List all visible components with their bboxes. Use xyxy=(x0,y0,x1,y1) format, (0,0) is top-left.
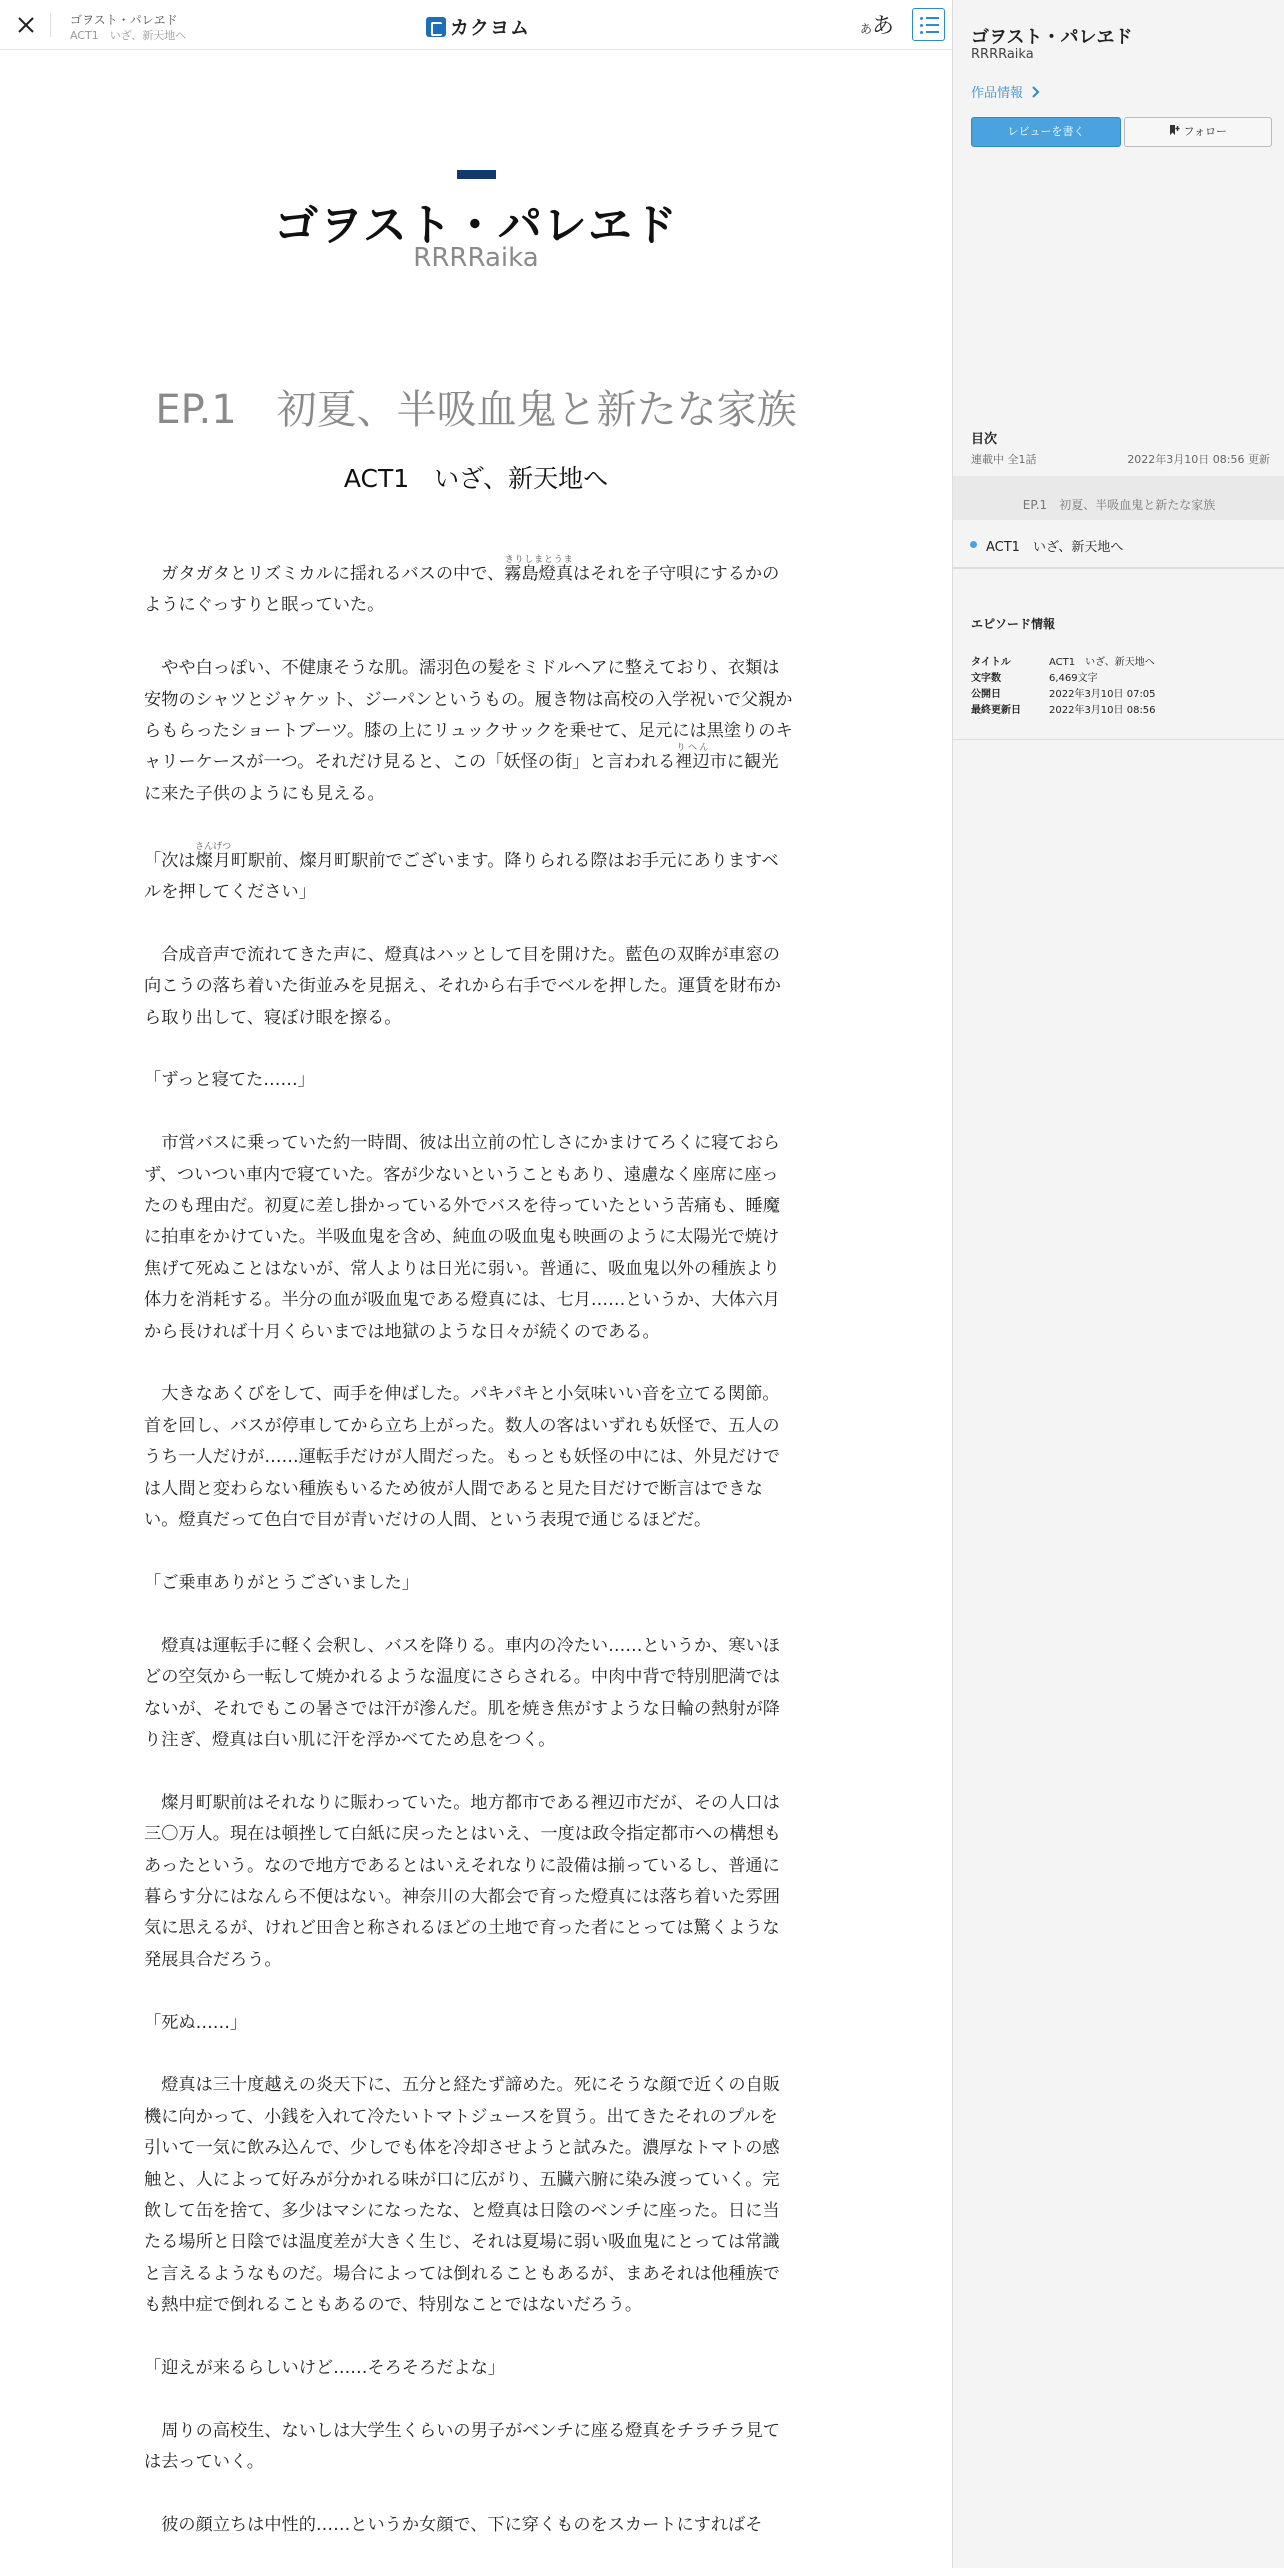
episode-info-row: 公開日 2022年3月10日 07:05 xyxy=(971,688,1156,700)
brand-name: カクヨム xyxy=(450,17,531,39)
font-size-small-glyph: あ xyxy=(860,22,873,36)
paragraph: ガタガタとリズミカルに揺れるバスの中で、霧島燈真きりしまとうまはそれを子守唄にするかのようにぐっすりと眠っていた。 xyxy=(144,555,780,616)
paragraph: 燈真は運転手に軽く会釈し、バスを降りる。車内の冷たい……というか、寒いほどの空気から一転して焼かれるような温度にさらされる。中肉中背で特別肥満ではないが、それでもこの暑さでは汗が滲んだ。肌を焼き焦がすような日輪の熱射が降り注ぎ、燈真は白い肌に汗を浮かべてため息をつく。 xyxy=(144,1635,780,1750)
reader-main xyxy=(0,51,952,2568)
ruby-annotation: 燦月さんげつ xyxy=(195,841,232,871)
toc-heading: 目次 xyxy=(971,432,998,447)
paragraph: 「ずっと寝てた……」 xyxy=(144,1070,315,1091)
work-title: ゴヲスト・パレヱド xyxy=(274,200,678,251)
divider xyxy=(953,568,1284,569)
episode-body xyxy=(144,555,794,2541)
write-review-button[interactable]: レビューを書く xyxy=(971,117,1121,147)
episode-info-heading: エピソード情報 xyxy=(971,617,1056,631)
toc-item-label: ACT1 いざ、新天地へ xyxy=(986,540,1124,555)
paragraph: 周りの高校生、ないしは大学生くらいの男子がベンチに座る燈真をチラチラ見ては去っていく。 xyxy=(144,2420,780,2473)
reader-header xyxy=(0,0,952,50)
paragraph: 「次は燦月さんげつ町駅前、燦月町駅前でございます。降りられる際はお手元にありますベルを押してください」 xyxy=(144,841,779,903)
ruby-annotation: 裡辺りへん xyxy=(675,743,710,773)
work-info-link[interactable] xyxy=(971,82,1040,101)
toc-chapter: EP.1 初夏、半吸血鬼と新たな家族 xyxy=(953,476,1284,520)
episode-info-row: 文字数 6,469文字 xyxy=(971,672,1098,684)
brand-link[interactable] xyxy=(426,13,530,40)
kakuyomu-logo-icon xyxy=(426,17,446,37)
episode-info-row: タイトル ACT1 いざ、新天地へ xyxy=(971,656,1155,668)
sidebar-work-title[interactable]: ゴヲスト・パレヱド xyxy=(971,27,1133,48)
toc-item-act1[interactable] xyxy=(953,524,1284,568)
author-name[interactable]: RRRRaika xyxy=(413,243,539,273)
episode-chapter-title: EP.1 初夏、半吸血鬼と新たな家族 xyxy=(155,387,797,433)
header-episode-title: ACT1 いざ、新天地へ xyxy=(70,29,187,42)
sidebar-author[interactable]: RRRRaika xyxy=(971,47,1034,62)
paragraph: 「ご乗車ありがとうございました」 xyxy=(144,1572,420,1593)
current-episode-dot-icon xyxy=(970,541,977,548)
paragraph: 合成音声で流れてきた声に、燈真はハッとして目を開けた。藍色の双眸が車窓の向こうの落ち着いた街並みを見据え、それから右手でベルを押した。運賃を財布から取り出して、寝ぼけ眼を擦る。 xyxy=(144,944,781,1028)
paragraph: 燦月町駅前はそれなりに賑わっていた。地方都市である裡辺市だが、その人口は三〇万人。現在は頓挫して白紙に戻ったとはいえ、一度は政令指定都市への構想もあったという。なので地方であるとはいえそれなりに設備は揃っているし、普通に暮らす分にはなんら不便はない。神奈川の大都会で育った燈真には落ち着いた雰囲気に思えるが、けれど田舎と称されるほどの土地で育った者にとっては驚くような発展具合だろう。 xyxy=(144,1792,781,1970)
toc-toggle-button[interactable] xyxy=(912,8,945,41)
episode-info-row: 最終更新日 2022年3月10日 08:56 xyxy=(971,704,1156,716)
paragraph: 大きなあくびをして、両手を伸ばした。パキパキと小気味いい音を立てる関節。首を回し、バスが停車してから立ち上がった。数人の客はいずれも妖怪で、五人のうち一人だけが……運転手だけが人間だった。もっとも妖怪の中には、外見だけでは人間と変わらない種族もいるため彼が人間であると見た目だけで断言はできない。燈真だって色白で目が青いだけの人間、という表現で通じるほどだ。 xyxy=(144,1384,780,1531)
paragraph: 彼の顔立ちは中性的……というか女顔で、下に穿くものをスカートにすればそ xyxy=(161,2514,763,2535)
paragraph: 「死ぬ……」 xyxy=(144,2012,248,2033)
header-divider xyxy=(50,13,51,37)
episode-info-table xyxy=(971,652,1271,716)
font-size-big-glyph: あ xyxy=(872,14,895,39)
title-accent-bar xyxy=(457,170,496,179)
bookmark-plus-icon xyxy=(1169,125,1180,136)
toc-status: 連載中 全1話 xyxy=(971,453,1037,466)
header-work-title[interactable]: ゴヲスト・パレヱド xyxy=(70,13,178,27)
paragraph: 市営バスに乗っていた約一時間、彼は出立前の忙しさにかまけてろくに寝ておらず、ついつい車内で寝ていた。客が少ないということもあり、遠慮なく座席に座ったのも理由だ。初夏に差し掛かっている外でバスを待っていたという苦痛も、睡魔に拍車をかけていた。半吸血鬼を含め、純血の吸血鬼も映画のように太陽光で焼け焦げて死ぬことはないが、常人よりは日光に弱い。普通に、吸血鬼以外の種族より体力を消耗する。半分の血が吸血鬼である燈真には、七月……というか、大体六月から長ければ十月くらいまでは地獄のような日々が続くのである。 xyxy=(144,1133,780,1342)
paragraph: 「迎えが来るらしいけど……そろそろだよな」 xyxy=(144,2357,505,2378)
ruby-annotation: 霧島燈真きりしまとうま xyxy=(504,555,574,584)
work-info-label: 作品情報 xyxy=(971,86,1024,101)
episode-title: ACT1 いざ、新天地へ xyxy=(343,464,609,493)
divider xyxy=(953,739,1284,740)
chevron-right-icon xyxy=(1030,86,1040,98)
follow-label: フォロー xyxy=(1183,125,1227,138)
close-button[interactable] xyxy=(12,11,40,39)
info-sidebar xyxy=(952,0,1284,2568)
paragraph: 燈真は三十度越えの炎天下に、五分と経たず諦めた。死にそうな顔で近くの自販機に向かって、小銭を入れて冷たいトマトジュースを買う。出てきたそれのプルを引いて一気に飲み込んで、少しでも体を冷却させようと試みた。濃厚なトマトの感触と、人によって好みが分かれる味が口に広がり、五臓六腑に染み渡っていく。完飲して缶を捨て、多少はマシになったな、と燈真は日陰のベンチに座った。日に当たる場所と日陰では温度差が大きく生じ、それは夏場に弱い吸血鬼にとっては常識と言えるようなものだ。場合によっては倒れることもあるが、まあそれは他種族でも熱中症で倒れることもあるので、特別なことではないだろう。 xyxy=(144,2075,780,2316)
toc-updated: 2022年3月10日 08:56 更新 xyxy=(1127,453,1270,466)
close-icon xyxy=(12,11,40,39)
font-size-button[interactable] xyxy=(860,9,894,40)
follow-button[interactable] xyxy=(1124,117,1272,147)
paragraph: やや白っぽい、不健康そうな肌。濡羽色の髪をミドルヘアに整えており、衣類は安物のシャツとジャケット、ジーパンというもの。履き物は高校の入学祝いで父親からもらったショートブーツ。膝の上にリュックサックを乗せて、足元には黒塗りのキャリーケースが一つ。それだけ見ると、この「妖怪の街」と言われる裡辺りへん市に観光に来た子供のようにも見える。 xyxy=(144,658,793,804)
